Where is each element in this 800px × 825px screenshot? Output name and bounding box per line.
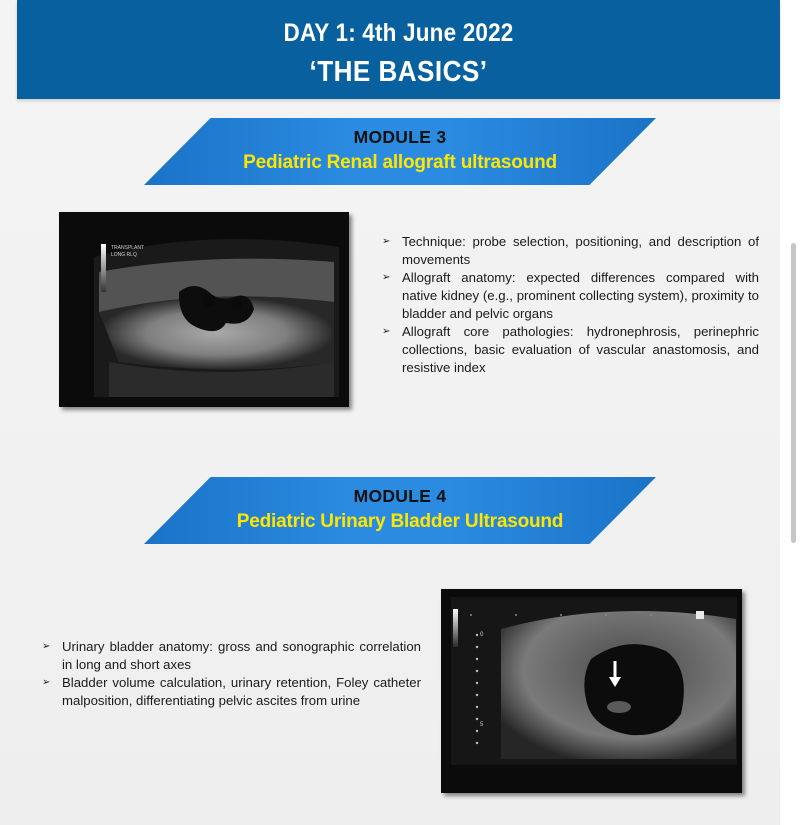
module-3-title: MODULE 3 (353, 127, 447, 147)
theme-title: ‘THE BASICS’ (309, 56, 488, 88)
day-title: DAY 1: 4th June 2022 (283, 19, 514, 47)
bullet-text: Urinary bladder anatomy: gross and sonographic correlation in long and short axes (62, 639, 421, 672)
depth-label-0: 0 (480, 632, 484, 638)
depth-label-5: 5 (480, 722, 484, 728)
bullet-text: Allograft core pathologies: hydronephrosis, perinephric collections, basic evaluation of vascular anastomosis, and resistive index (402, 324, 759, 375)
bladder-ultrasound-graphic (441, 589, 742, 793)
arrowhead-bullet-icon: ➢ (382, 236, 391, 247)
bullet-text: Bladder volume calculation, urinary retention, Foley catheter malposition, differentiating pelvic ascites from urine (62, 675, 421, 708)
day-header-banner (17, 0, 780, 99)
arrowhead-bullet-icon: ➢ (42, 641, 51, 652)
list-item (42, 638, 421, 674)
list-item (382, 323, 759, 377)
list-item (382, 269, 759, 323)
renal-ultrasound-image (59, 212, 349, 407)
list-item (382, 233, 759, 269)
arrowhead-bullet-icon: ➢ (42, 677, 51, 688)
arrowhead-bullet-icon: ➢ (382, 272, 391, 283)
arrowhead-bullet-icon: ➢ (382, 326, 391, 337)
scrollbar-thumb[interactable] (791, 243, 796, 543)
module-4-bullet-list (42, 638, 421, 710)
image-label-long-rlq: LONG RLQ (111, 252, 137, 258)
image-label-transplant: TRANSPLANT (111, 245, 145, 251)
module-3-subtitle: Pediatric Renal allograft ultrasound (243, 152, 557, 173)
module-3-bullet-list (382, 233, 759, 377)
list-item (42, 674, 421, 710)
bullet-text: Technique: probe selection, positioning, and description of movements (402, 234, 759, 267)
renal-ultrasound-graphic (59, 212, 349, 407)
bullet-text: Allograft anatomy: expected differences compared with native kidney (e.g., prominent collecting system), proximity to bladder and pelvic organs (402, 270, 759, 321)
module-4-subtitle: Pediatric Urinary Bladder Ultrasound (236, 511, 564, 532)
module-4-title: MODULE 4 (353, 486, 447, 506)
bladder-ultrasound-image (441, 589, 742, 793)
scrollbar[interactable] (786, 0, 800, 825)
